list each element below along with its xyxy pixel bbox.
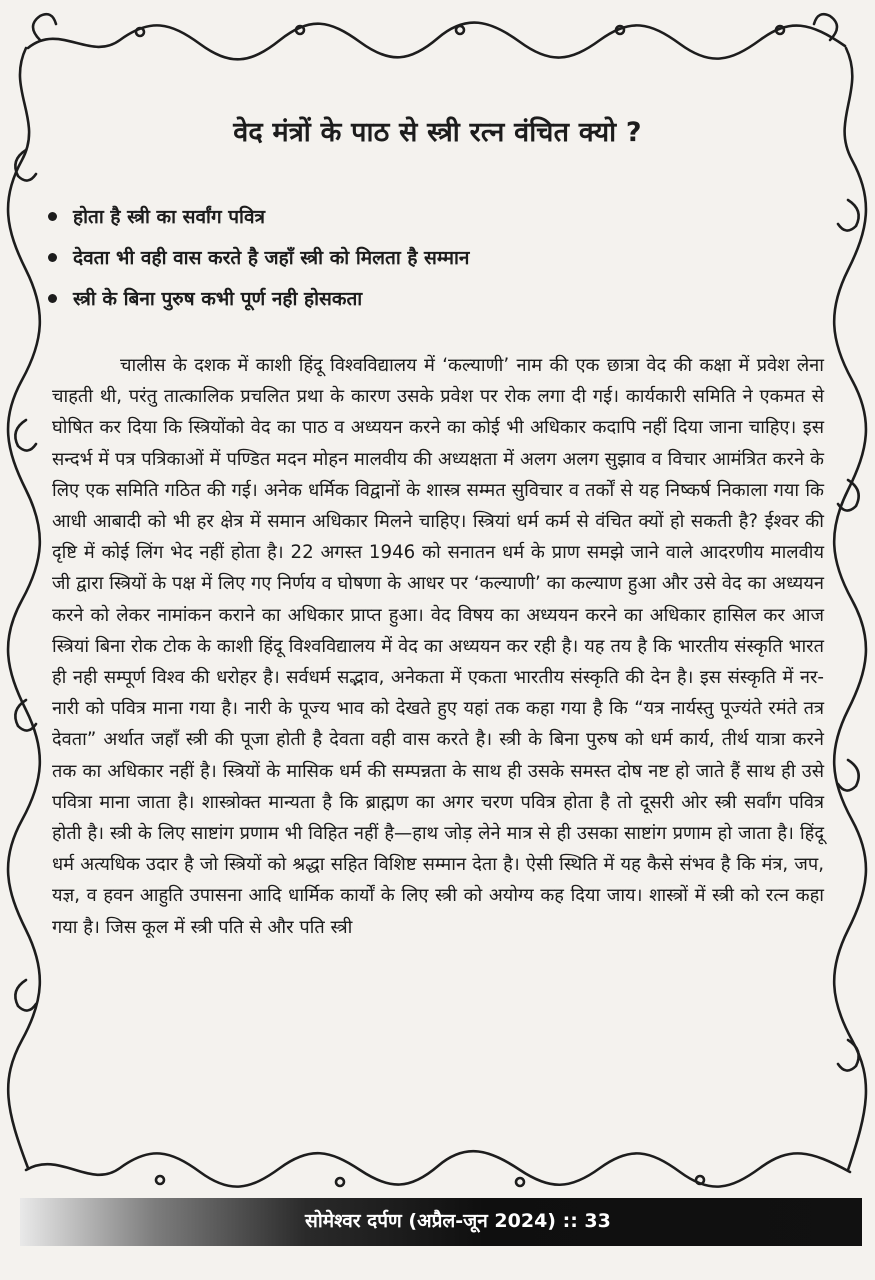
- footer-publication-info: सोमेश्वर दर्पण (अप्रैल-जून 2024) :: 33: [305, 1210, 611, 1232]
- highlight-list: [48, 196, 469, 319]
- bullet-icon: [48, 212, 57, 221]
- bullet-icon: [48, 253, 57, 262]
- list-item-text: होता है स्त्री का सर्वांग पवित्र: [73, 205, 266, 228]
- list-item: [48, 278, 469, 319]
- bullet-icon: [48, 294, 57, 303]
- article-body: चालीस के दशक में काशी हिंदू विश्वविद्यालय में ‘कल्याणी’ नाम की एक छात्रा वेद की कक्षा में प्रवेश लेना चाहती थी, परंतु तात्कालिक प्रचलित प्रथा के कारण उसके प्रवेश पर रोक लगा दी गई। कार्यकारी समिति ने एकमत से घोषित कर दिया कि स्त्रियोंको वेद का पाठ व अध्ययन करने का कोई भी अधिकार कदापि नहीं दिया जाना चाहिए। इस सन्दर्भ में पत्र पत्रिकाओं में पण्डित मदन मोहन मालवीय की अध्यक्षता में अलग अलग सुझाव व विचार आमंत्रित करने के लिए एक समिति गठित की गई। अनेक धर्मिक विद्वानों के शास्त्र सम्मत सुविचार व तर्कों से यह निष्कर्ष निकाला गया कि आधी आबादी को भी हर क्षेत्र में समान अधिकार मिलने चाहिए। स्त्रियां धर्म कर्म से वंचित क्यों हो सकती है? ईश्वर की दृष्टि में कोई लिंग भेद नहीं होता है। 22 अगस्त 1946 को सनातन धर्म के प्राण समझे जाने वाले आदरणीय मालवीय जी द्वारा स्त्रियों के पक्ष में लिए गए निर्णय व घोषणा के आधर पर ‘कल्याणी’ का कल्याण हुआ और उसे वेद का अध्ययन करने को लेकर नामांकन कराने का अधिकार प्राप्त हुआ। वेद विषय का अध्ययन करने का अधिकार हासिल कर आज स्त्रियां बिना रोक टोक के काशी हिंदू विश्वविद्यालय में वेद का अध्ययन कर रही है। यह तय है कि भारतीय संस्कृति भारत ही नही सम्पूर्ण विश्व की धरोहर है। सर्वधर्म सद्भाव, अनेकता में एकता भारतीय संस्कृति की देन है। इस संस्कृति में नर-नारी को पवित्र माना गया है। नारी के पूज्य भाव को देखते हुए यहां तक कहा गया है कि “यत्र नार्यस्तु पूज्यंते रमंते तत्र देवता” अर्थात जहाँ स्त्री की पूजा होती है देवता वही वास करते है। स्त्री के बिना पुरुष को धर्म कार्य, तीर्थ यात्रा करने तक का अधिकार नहीं है। स्त्रियों के मासिक धर्म की सम्पन्नता के साथ ही उसके समस्त दोष नष्ट हो जाते हैं साथ ही उसे पवित्रा माना जाता है। शास्त्रोक्त मान्यता है कि ब्राह्मण का अगर चरण पवित्र होता है तो दूसरी ओर स्त्री सर्वांग पवित्र होती है। स्त्री के लिए साष्टांग प्रणाम भी विहित नहीं है—हाथ जोड़ लेने मात्र से ही उसका साष्टांग प्रणाम हो जाता है। हिंदू धर्म अत्यधिक उदार है जो स्त्रियों को श्रद्धा सहित विशिष्ट सम्मान देता है। ऐसी स्थिति में यह कैसे संभव है कि मंत्र, जप, यज्ञ, व हवन आहुति उपासना आदि धार्मिक कार्यों के लिए स्त्री को अयोग्य कह दिया जाय। शास्त्रों में स्त्री को रत्न कहा गया है। जिस कूल में स्त्री पति से और पति स्त्री: [52, 355, 824, 938]
- list-item-text: स्त्री के बिना पुरुष कभी पूर्ण नही होसकता: [73, 287, 363, 310]
- list-item-text: देवता भी वही वास करते है जहाँ स्त्री को मिलता है सम्मान: [73, 246, 470, 269]
- list-item: [48, 237, 469, 278]
- article-title: वेद मंत्रों के पाठ से स्त्री रत्न वंचित क्यो ?: [233, 117, 642, 148]
- list-item: [48, 196, 469, 237]
